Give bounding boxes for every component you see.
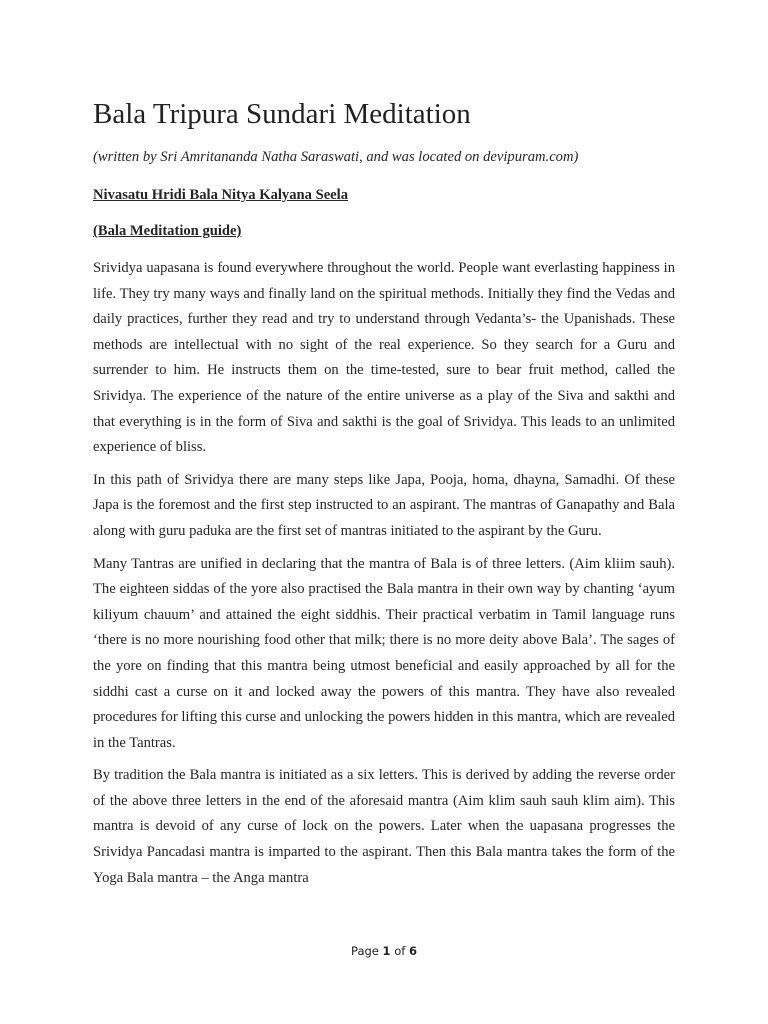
section-subheading-verse: Nivasatu Hridi Bala Nitya Kalyana Seela [93, 187, 348, 203]
total-page-count: 6 [408, 944, 417, 958]
section-subheading-guide: (Bala Meditation guide) [93, 223, 242, 239]
body-paragraph: Many Tantras are unified in declaring that the mantra of Bala is of three letters. (Aim kliim sauh). The eighteen siddas of the yore also practised the Bala mantra in their own way by chanting ‘ayum kiliyum chauum’ and attained the eight siddhis. Their practical verbatim in Tamil language runs ‘there is no more nourishing food other that milk; there is no more deity above Bala’. The sages of the yore on finding that this mantra being utmost beneficial and easily approached by all for the siddhi cast a curse on it and locked away the powers of this mantra. They have also revealed procedures for lifting this curse and unlocking the powers hidden in this mantra, which are revealed in the Tantras. [93, 555, 675, 751]
of-word: of [390, 944, 409, 958]
author-byline: (written by Sri Amritananda Natha Saraswati, and was located on devipuram.com) [93, 149, 579, 165]
document-body [93, 92, 675, 898]
page-footer [0, 944, 768, 958]
body-paragraph: Srividya uapasana is found everywhere throughout the world. People want everlasting happiness in life. They try many ways and finally land on the spiritual methods. Initially they find the Vedas and daily practices, further they read and try to understand through Vedanta’s- the Upanishads. These methods are intellectual with no sight of the real experience. So they search for a Guru and surrender to him. He instructs them on the time-tested, sure to bear fruit method, called the Srividya. The experience of the nature of the entire universe as a play of the Siva and sakthi and that everything is in the form of Siva and sakthi is the goal of Srividya. This leads to an unlimited experience of bliss. [93, 260, 675, 456]
page-word: Page [351, 944, 383, 958]
document-title: Bala Tripura Sundari Meditation [93, 98, 471, 130]
body-paragraph: In this path of Srividya there are many steps like Japa, Pooja, homa, dhayna, Samadhi. Of these Japa is the foremost and the first step instructed to an aspirant. The mantras of Ganapathy and Bala along with guru paduka are the first set of mantras initiated to the aspirant by the Guru. [93, 471, 675, 539]
body-paragraph: By tradition the Bala mantra is initiated as a six letters. This is derived by adding the reverse order of the above three letters in the end of the aforesaid mantra (Aim klim sauh sauh klim aim). This mantra is devoid of any curse of lock on the powers. Later when the uapasana progresses the Srividya Pancadasi mantra is imparted to the aspirant. Then this Bala mantra takes the form of the Yoga Bala mantra – the Anga mantra [93, 767, 675, 886]
current-page-number: 1 [382, 944, 391, 958]
